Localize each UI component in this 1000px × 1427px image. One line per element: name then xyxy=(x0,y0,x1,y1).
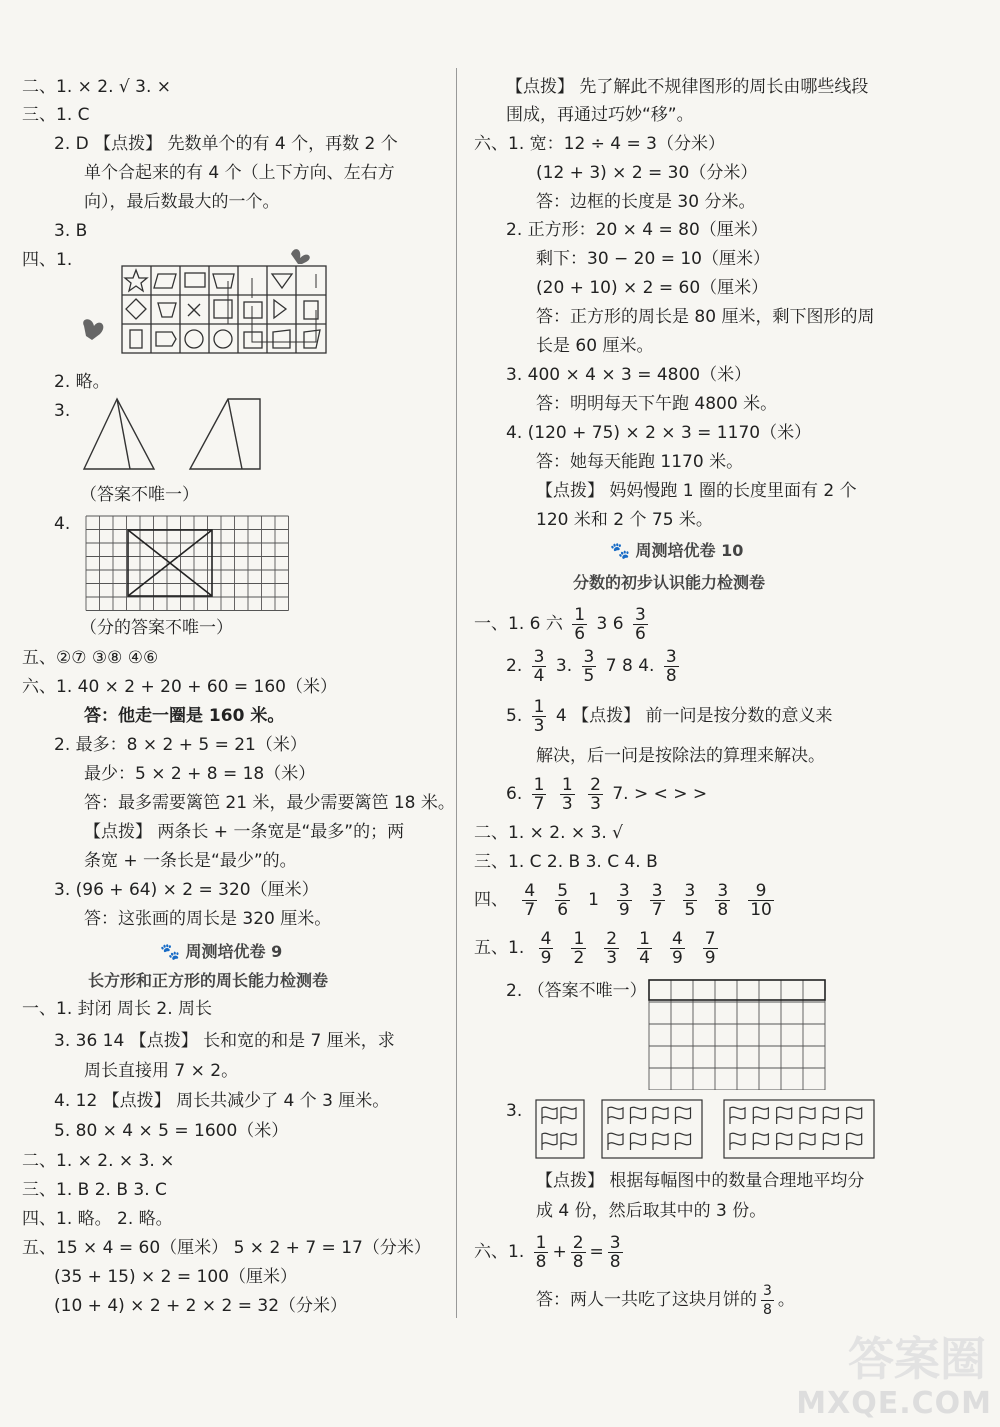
line: 【点拨】 根据每幅图中的数量合理地平均分 xyxy=(536,1171,865,1191)
flag-icon xyxy=(561,1107,576,1124)
denominator: 8 xyxy=(572,1251,584,1272)
denominator: 6 xyxy=(557,899,569,920)
line: (12 + 3) × 2 = 30（分米） xyxy=(536,163,758,183)
line: 解决，后一问是按除法的算理来解决。 xyxy=(536,746,825,766)
line: 2. 略。 xyxy=(54,372,110,392)
denominator: 8 xyxy=(665,665,677,686)
line: 【点拨】 先了解此不规律图形的周长由哪些线段 xyxy=(506,77,869,97)
text: 3. xyxy=(555,656,573,676)
line: 成 4 份，然后取其中的 3 份。 xyxy=(536,1201,767,1221)
watermark-url: MXQE.COM xyxy=(796,1386,992,1421)
numerator: 3 xyxy=(684,880,696,901)
section-subtitle: 长方形和正方形的周长能力检测卷 xyxy=(88,971,329,990)
denominator: 7 xyxy=(651,899,663,920)
denominator: 8 xyxy=(717,899,729,920)
text: 一、1. 6 六 xyxy=(474,614,563,634)
fraction xyxy=(761,1282,774,1319)
fraction xyxy=(633,606,648,643)
line: 六、1. 40 × 2 + 20 + 60 = 160（米） xyxy=(22,677,337,697)
numerator: 1 xyxy=(561,774,573,795)
numerator: 3 xyxy=(634,604,646,625)
line: 2. D 【点拨】 先数单个的有 4 个，再数 2 个 xyxy=(54,134,398,154)
flag-icon xyxy=(847,1133,862,1150)
section-title xyxy=(160,939,282,962)
line: 答：这张画的周长是 320 厘米。 xyxy=(84,909,332,929)
denominator: 3 xyxy=(561,793,573,814)
text: 7 8 4. xyxy=(605,656,655,676)
numerator: 3 xyxy=(618,880,630,901)
denominator: 3 xyxy=(533,715,545,736)
line: 答：明明每天下午跑 4800 米。 xyxy=(536,394,778,414)
denominator: 3 xyxy=(606,947,618,968)
fraction xyxy=(555,882,570,919)
text: 。 xyxy=(777,1290,795,1310)
flag-icon xyxy=(561,1133,576,1150)
denominator: 4 xyxy=(639,947,650,968)
denominator: 8 xyxy=(763,1301,772,1318)
fraction xyxy=(617,882,632,919)
numerator: 2 xyxy=(572,1232,584,1253)
flag-icon xyxy=(608,1107,623,1124)
line: 五、15 × 4 = 60（厘米） 5 × 2 + 7 = 17（分米） xyxy=(22,1238,431,1258)
line: 六、1. 宽：12 ÷ 4 = 3（分米） xyxy=(474,134,725,154)
denominator: 10 xyxy=(750,899,772,920)
denominator: 6 xyxy=(634,623,646,644)
line: 条宽 + 一条长是“最少”的。 xyxy=(84,851,297,871)
fraction xyxy=(539,930,554,967)
numerator: 2 xyxy=(590,774,601,795)
flag-icon xyxy=(753,1107,768,1124)
numerator: 3 xyxy=(763,1282,772,1299)
paw-icon: 🐾 xyxy=(160,942,180,961)
flag-icon xyxy=(653,1133,668,1150)
flag-icon xyxy=(847,1107,862,1124)
denominator: 6 xyxy=(574,623,586,644)
fraction xyxy=(582,648,597,685)
line: 三、1. C 2. B 3. C 4. B xyxy=(474,852,658,872)
text: + xyxy=(552,1242,567,1262)
text: 7. > < > > xyxy=(612,784,708,804)
line: 4. xyxy=(54,514,71,534)
text: 四、 xyxy=(474,890,508,910)
denominator: 9 xyxy=(704,947,716,968)
numerator: 1 xyxy=(533,774,545,795)
fraction xyxy=(715,882,730,919)
text: 5. xyxy=(506,706,523,726)
numerator: 1 xyxy=(574,604,586,625)
watermark-logo: 答案圈 xyxy=(848,1332,986,1386)
flag-icon xyxy=(800,1107,815,1124)
fraction xyxy=(532,648,547,685)
line: 五、②⑦ ③⑧ ④⑥ xyxy=(22,648,159,668)
fraction-grid-figure xyxy=(648,978,828,1090)
fraction xyxy=(748,882,774,919)
numerator: 7 xyxy=(704,928,716,949)
denominator: 4 xyxy=(533,665,545,686)
flag-icon xyxy=(753,1133,768,1150)
text: 4 【点拨】 前一问是按分数的意义来 xyxy=(555,706,833,726)
denominator: 8 xyxy=(535,1251,547,1272)
denominator: 8 xyxy=(609,1251,621,1272)
fraction xyxy=(670,930,685,967)
square-grid-figure xyxy=(78,512,298,614)
text: 五、1. xyxy=(474,938,525,958)
line: 【点拨】 两条长 + 一条宽是“最多”的；两 xyxy=(84,822,405,842)
line: 二、1. × 2. × 3. √ xyxy=(474,823,623,843)
flags-figure xyxy=(534,1098,884,1160)
text: = xyxy=(589,1242,604,1262)
line: 2. 正方形：20 × 4 = 80（厘米） xyxy=(506,220,768,240)
numerator: 4 xyxy=(540,928,552,949)
fraction xyxy=(532,698,547,735)
line: 单个合起来的有 4 个（上下方向、左右方 xyxy=(84,163,395,183)
line: 最少：5 × 2 + 8 = 18（米） xyxy=(84,764,316,784)
line: 三、1. B 2. B 3. C xyxy=(22,1180,167,1200)
numerator: 5 xyxy=(557,880,569,901)
numerator: 3 xyxy=(717,880,729,901)
denominator: 5 xyxy=(583,665,595,686)
denominator: 9 xyxy=(540,947,552,968)
line xyxy=(536,1280,795,1320)
numerator: 1 xyxy=(535,1232,547,1253)
flag-icon xyxy=(676,1107,691,1124)
flag-icon xyxy=(653,1107,668,1124)
numerator: 3 xyxy=(583,646,595,667)
denominator: 9 xyxy=(671,947,683,968)
fraction xyxy=(608,1234,623,1271)
line xyxy=(474,926,727,970)
flag-icon xyxy=(608,1133,623,1150)
fraction xyxy=(534,1234,549,1271)
numerator: 3 xyxy=(665,646,677,667)
line: 3. (96 + 64) × 2 = 320（厘米） xyxy=(54,880,319,900)
fraction xyxy=(703,930,718,967)
line: （答案不唯一） xyxy=(80,485,199,505)
fraction xyxy=(664,648,679,685)
fraction xyxy=(571,1234,586,1271)
line xyxy=(506,774,707,814)
fraction xyxy=(604,930,619,967)
denominator: 2 xyxy=(573,947,585,968)
numerator: 3 xyxy=(609,1232,621,1253)
flag-icon xyxy=(777,1107,792,1124)
text: 3 6 xyxy=(596,614,624,634)
flag-icon xyxy=(823,1133,838,1150)
section-title xyxy=(610,538,743,561)
fraction xyxy=(650,882,665,919)
column-divider xyxy=(456,68,457,1318)
numerator: 3 xyxy=(651,880,663,901)
line: 剩下：30 − 20 = 10（厘米） xyxy=(536,249,770,269)
line: 2. 最多：8 × 2 + 5 = 21（米） xyxy=(54,735,307,755)
fraction xyxy=(588,776,603,813)
line: 3. xyxy=(54,401,71,421)
flag-icon xyxy=(777,1133,792,1150)
denominator: 5 xyxy=(684,899,696,920)
line: 二、1. × 2. √ 3. × xyxy=(22,77,171,97)
line: 【点拨】 妈妈慢跑 1 圈的长度里面有 2 个 xyxy=(536,481,857,501)
flag-icon xyxy=(730,1107,745,1124)
line: 四、1. 略。 2. 略。 xyxy=(22,1209,173,1229)
fraction xyxy=(522,882,537,919)
section-title-text: 周测培优卷 10 xyxy=(635,541,744,560)
line: 长是 60 厘米。 xyxy=(536,336,654,356)
line: 2. （答案不唯一） xyxy=(506,981,647,1001)
fraction xyxy=(560,776,575,813)
section-subtitle: 分数的初步认识能力检测卷 xyxy=(573,573,766,592)
denominator: 9 xyxy=(618,899,630,920)
numerator: 1 xyxy=(533,696,545,717)
line: 3. 36 14 【点拨】 长和宽的和是 7 厘米，求 xyxy=(54,1031,395,1051)
line xyxy=(506,696,833,736)
line: 3. B xyxy=(54,221,88,241)
text: 2. xyxy=(506,656,523,676)
line xyxy=(474,878,783,922)
line: 答：最多需要篱笆 21 米，最少需要篱笆 18 米。 xyxy=(84,793,455,813)
line: 四、1. xyxy=(22,250,73,270)
fraction xyxy=(571,930,586,967)
fraction-list xyxy=(530,928,727,968)
text: 六、1. xyxy=(474,1242,525,1262)
line: 答：边框的长度是 30 分米。 xyxy=(536,192,756,212)
line: 5. 80 × 4 × 5 = 1600（米） xyxy=(54,1121,289,1141)
flag-icon xyxy=(631,1133,646,1150)
text: 答：两人一共吃了这块月饼的 xyxy=(536,1290,757,1310)
line xyxy=(474,604,652,644)
numerator: 1 xyxy=(573,928,585,949)
line: 一、1. 封闭 周长 2. 周长 xyxy=(22,999,213,1019)
numerator: 2 xyxy=(606,928,618,949)
triangles-figure xyxy=(80,395,320,473)
fraction xyxy=(637,930,652,967)
section-title-text: 周测培优卷 9 xyxy=(185,942,283,961)
flag-icon xyxy=(730,1133,745,1150)
line: 二、1. × 2. × 3. × xyxy=(22,1151,175,1171)
denominator: 7 xyxy=(533,793,545,814)
line: (35 + 15) × 2 = 100（厘米） xyxy=(54,1267,297,1287)
line: （分的答案不唯一） xyxy=(80,618,233,638)
flag-icon xyxy=(631,1107,646,1124)
numerator: 3 xyxy=(533,646,545,667)
numerator: 4 xyxy=(671,928,683,949)
line xyxy=(506,646,683,686)
line: 围成，再通过巧妙“移”。 xyxy=(506,105,694,125)
paw-icon: 🐾 xyxy=(610,541,630,560)
fraction-list xyxy=(513,880,782,920)
flag-icon xyxy=(676,1133,691,1150)
fraction: 1 xyxy=(588,890,599,910)
line xyxy=(474,1230,627,1274)
numerator: 1 xyxy=(639,928,650,949)
line: 周长直接用 7 × 2。 xyxy=(84,1061,239,1081)
line: 120 米和 2 个 75 米。 xyxy=(536,510,713,530)
text: 6. xyxy=(506,784,523,804)
line: 三、1. C xyxy=(22,105,90,125)
denominator: 7 xyxy=(524,899,536,920)
line: 向），最后数最大的一个。 xyxy=(84,192,280,212)
numerator: 9 xyxy=(748,882,774,901)
denominator: 3 xyxy=(590,793,601,814)
line: (20 + 10) × 2 = 60（厘米） xyxy=(536,278,769,298)
line: 3. xyxy=(506,1101,523,1121)
flag-icon xyxy=(542,1107,557,1124)
line: 4. 12 【点拨】 周长共减少了 4 个 3 厘米。 xyxy=(54,1091,390,1111)
numerator: 4 xyxy=(524,880,536,901)
line: 4. (120 + 75) × 2 × 3 = 1170（米） xyxy=(506,423,812,443)
fraction xyxy=(572,606,587,643)
line: 3. 400 × 4 × 3 = 4800（米） xyxy=(506,365,752,385)
flag-icon xyxy=(800,1133,815,1150)
line: 答：正方形的周长是 80 厘米，剩下图形的周 xyxy=(536,307,875,327)
fraction xyxy=(683,882,698,919)
line: 答：她每天能跑 1170 米。 xyxy=(536,452,744,472)
line: 答：他走一圈是 160 米。 xyxy=(84,706,285,726)
flag-icon xyxy=(542,1133,557,1150)
fraction xyxy=(532,776,547,813)
line: (10 + 4) × 2 + 2 × 2 = 32（分米） xyxy=(54,1296,348,1316)
shape-grid-figure xyxy=(76,248,336,360)
flag-icon xyxy=(823,1107,838,1124)
